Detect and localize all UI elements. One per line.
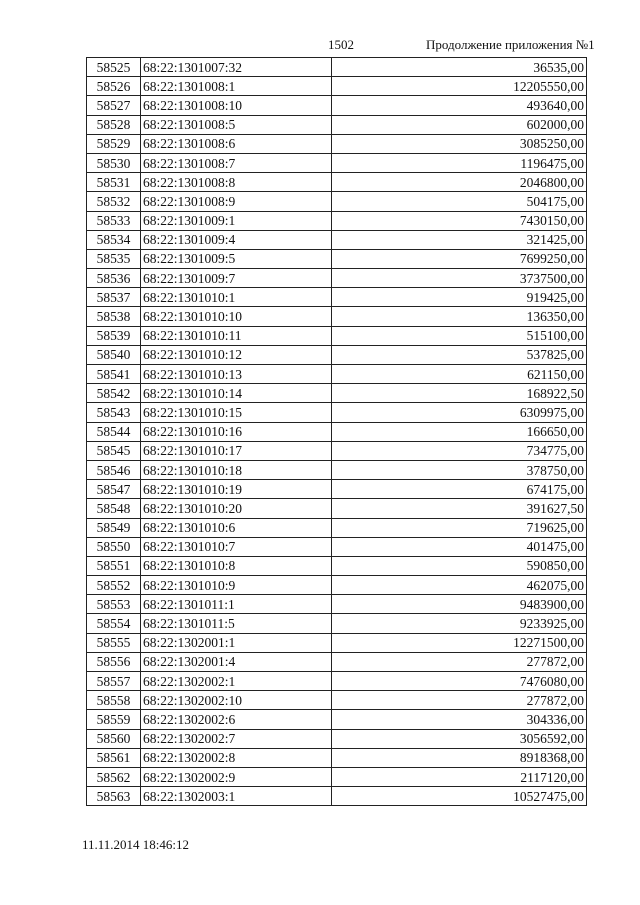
row-number-cell: 58560 — [87, 729, 141, 748]
row-number-cell: 58543 — [87, 403, 141, 422]
cadastral-number-cell: 68:22:1301010:10 — [141, 307, 332, 326]
cadastral-number-cell: 68:22:1301008:9 — [141, 192, 332, 211]
value-cell: 1196475,00 — [332, 153, 587, 172]
value-cell: 462075,00 — [332, 576, 587, 595]
table-row — [87, 326, 587, 345]
table-row — [87, 211, 587, 230]
cadastral-number-cell: 68:22:1301008:8 — [141, 173, 332, 192]
value-cell: 719625,00 — [332, 518, 587, 537]
row-number-cell: 58556 — [87, 652, 141, 671]
value-cell: 277872,00 — [332, 691, 587, 710]
cadastral-number-cell: 68:22:1301010:16 — [141, 422, 332, 441]
row-number-cell: 58530 — [87, 153, 141, 172]
value-cell: 2117120,00 — [332, 767, 587, 786]
table-row — [87, 710, 587, 729]
row-number-cell: 58549 — [87, 518, 141, 537]
cadastral-number-cell: 68:22:1301009:5 — [141, 249, 332, 268]
row-number-cell: 58548 — [87, 499, 141, 518]
value-cell: 621150,00 — [332, 365, 587, 384]
row-number-cell: 58547 — [87, 480, 141, 499]
row-number-cell: 58545 — [87, 441, 141, 460]
value-cell: 12205550,00 — [332, 77, 587, 96]
table-row — [87, 77, 587, 96]
row-number-cell: 58529 — [87, 134, 141, 153]
cadastral-number-cell: 68:22:1302003:1 — [141, 787, 332, 806]
row-number-cell: 58542 — [87, 384, 141, 403]
row-number-cell: 58561 — [87, 748, 141, 767]
value-cell: 166650,00 — [332, 422, 587, 441]
cadastral-number-cell: 68:22:1301007:32 — [141, 58, 332, 77]
cadastral-number-cell: 68:22:1301008:7 — [141, 153, 332, 172]
row-number-cell: 58546 — [87, 460, 141, 479]
value-cell: 304336,00 — [332, 710, 587, 729]
cadastral-number-cell: 68:22:1302002:9 — [141, 767, 332, 786]
cadastral-number-cell: 68:22:1302002:8 — [141, 748, 332, 767]
cadastral-number-cell: 68:22:1301010:18 — [141, 460, 332, 479]
table-row — [87, 518, 587, 537]
table-row — [87, 403, 587, 422]
cadastral-number-cell: 68:22:1301008:6 — [141, 134, 332, 153]
value-cell: 6309975,00 — [332, 403, 587, 422]
value-cell: 3056592,00 — [332, 729, 587, 748]
cadastral-number-cell: 68:22:1302002:1 — [141, 672, 332, 691]
row-number-cell: 58527 — [87, 96, 141, 115]
table-row — [87, 230, 587, 249]
table-row — [87, 173, 587, 192]
row-number-cell: 58558 — [87, 691, 141, 710]
table-row — [87, 134, 587, 153]
value-cell: 919425,00 — [332, 288, 587, 307]
value-cell: 321425,00 — [332, 230, 587, 249]
cadastral-number-cell: 68:22:1302002:10 — [141, 691, 332, 710]
value-cell: 3085250,00 — [332, 134, 587, 153]
table-row — [87, 58, 587, 77]
registry-table-body — [87, 58, 587, 806]
cadastral-number-cell: 68:22:1301008:1 — [141, 77, 332, 96]
row-number-cell: 58533 — [87, 211, 141, 230]
value-cell: 391627,50 — [332, 499, 587, 518]
value-cell: 9483900,00 — [332, 595, 587, 614]
table-row — [87, 115, 587, 134]
cadastral-number-cell: 68:22:1301010:17 — [141, 441, 332, 460]
value-cell: 537825,00 — [332, 345, 587, 364]
cadastral-number-cell: 68:22:1301010:20 — [141, 499, 332, 518]
cadastral-number-cell: 68:22:1302002:6 — [141, 710, 332, 729]
table-row — [87, 384, 587, 403]
row-number-cell: 58562 — [87, 767, 141, 786]
cadastral-number-cell: 68:22:1301010:1 — [141, 288, 332, 307]
row-number-cell: 58552 — [87, 576, 141, 595]
value-cell: 504175,00 — [332, 192, 587, 211]
row-number-cell: 58535 — [87, 249, 141, 268]
table-row — [87, 249, 587, 268]
appendix-continuation-note: Продолжение приложения №1 — [426, 37, 595, 52]
value-cell: 674175,00 — [332, 480, 587, 499]
value-cell: 7430150,00 — [332, 211, 587, 230]
table-row — [87, 96, 587, 115]
cadastral-number-cell: 68:22:1301009:7 — [141, 269, 332, 288]
cadastral-number-cell: 68:22:1301010:14 — [141, 384, 332, 403]
value-cell: 36535,00 — [332, 58, 587, 77]
row-number-cell: 58539 — [87, 326, 141, 345]
row-number-cell: 58532 — [87, 192, 141, 211]
value-cell: 12271500,00 — [332, 633, 587, 652]
value-cell: 3737500,00 — [332, 269, 587, 288]
table-row — [87, 537, 587, 556]
cadastral-number-cell: 68:22:1301011:5 — [141, 614, 332, 633]
row-number-cell: 58544 — [87, 422, 141, 441]
table-row — [87, 460, 587, 479]
table-row — [87, 556, 587, 575]
row-number-cell: 58554 — [87, 614, 141, 633]
value-cell: 378750,00 — [332, 460, 587, 479]
cadastral-number-cell: 68:22:1301010:15 — [141, 403, 332, 422]
row-number-cell: 58536 — [87, 269, 141, 288]
table-row — [87, 288, 587, 307]
cadastral-number-cell: 68:22:1301009:1 — [141, 211, 332, 230]
cadastral-number-cell: 68:22:1302002:7 — [141, 729, 332, 748]
row-number-cell: 58537 — [87, 288, 141, 307]
cadastral-number-cell: 68:22:1301008:10 — [141, 96, 332, 115]
value-cell: 602000,00 — [332, 115, 587, 134]
value-cell: 493640,00 — [332, 96, 587, 115]
table-row — [87, 729, 587, 748]
cadastral-number-cell: 68:22:1302001:4 — [141, 652, 332, 671]
row-number-cell: 58540 — [87, 345, 141, 364]
table-row — [87, 480, 587, 499]
value-cell: 590850,00 — [332, 556, 587, 575]
row-number-cell: 58538 — [87, 307, 141, 326]
value-cell: 734775,00 — [332, 441, 587, 460]
table-row — [87, 691, 587, 710]
row-number-cell: 58563 — [87, 787, 141, 806]
table-row — [87, 614, 587, 633]
table-row — [87, 422, 587, 441]
table-row — [87, 633, 587, 652]
registry-table — [86, 57, 587, 806]
cadastral-number-cell: 68:22:1301010:8 — [141, 556, 332, 575]
table-row — [87, 595, 587, 614]
table-row — [87, 672, 587, 691]
row-number-cell: 58525 — [87, 58, 141, 77]
value-cell: 9233925,00 — [332, 614, 587, 633]
cadastral-number-cell: 68:22:1301008:5 — [141, 115, 332, 134]
value-cell: 7699250,00 — [332, 249, 587, 268]
row-number-cell: 58531 — [87, 173, 141, 192]
table-row — [87, 307, 587, 326]
value-cell: 7476080,00 — [332, 672, 587, 691]
cadastral-number-cell: 68:22:1301010:7 — [141, 537, 332, 556]
value-cell: 2046800,00 — [332, 173, 587, 192]
value-cell: 136350,00 — [332, 307, 587, 326]
table-row — [87, 767, 587, 786]
value-cell: 168922,50 — [332, 384, 587, 403]
print-timestamp: 11.11.2014 18:46:12 — [82, 837, 190, 852]
table-row — [87, 269, 587, 288]
cadastral-number-cell: 68:22:1301010:9 — [141, 576, 332, 595]
value-cell: 401475,00 — [332, 537, 587, 556]
row-number-cell: 58550 — [87, 537, 141, 556]
page-number: 1502 — [328, 37, 354, 52]
value-cell: 8918368,00 — [332, 748, 587, 767]
cadastral-number-cell: 68:22:1301010:12 — [141, 345, 332, 364]
row-number-cell: 58551 — [87, 556, 141, 575]
value-cell: 515100,00 — [332, 326, 587, 345]
cadastral-number-cell: 68:22:1301010:6 — [141, 518, 332, 537]
cadastral-number-cell: 68:22:1301010:19 — [141, 480, 332, 499]
row-number-cell: 58553 — [87, 595, 141, 614]
table-row — [87, 787, 587, 806]
row-number-cell: 58534 — [87, 230, 141, 249]
table-row — [87, 345, 587, 364]
row-number-cell: 58528 — [87, 115, 141, 134]
table-row — [87, 153, 587, 172]
table-row — [87, 576, 587, 595]
value-cell: 10527475,00 — [332, 787, 587, 806]
cadastral-number-cell: 68:22:1301010:13 — [141, 365, 332, 384]
table-row — [87, 365, 587, 384]
cadastral-number-cell: 68:22:1301009:4 — [141, 230, 332, 249]
table-row — [87, 192, 587, 211]
table-row — [87, 748, 587, 767]
cadastral-number-cell: 68:22:1301011:1 — [141, 595, 332, 614]
row-number-cell: 58557 — [87, 672, 141, 691]
row-number-cell: 58555 — [87, 633, 141, 652]
row-number-cell: 58526 — [87, 77, 141, 96]
table-row — [87, 652, 587, 671]
cadastral-number-cell: 68:22:1301010:11 — [141, 326, 332, 345]
value-cell: 277872,00 — [332, 652, 587, 671]
row-number-cell: 58541 — [87, 365, 141, 384]
table-row — [87, 499, 587, 518]
cadastral-number-cell: 68:22:1302001:1 — [141, 633, 332, 652]
table-row — [87, 441, 587, 460]
row-number-cell: 58559 — [87, 710, 141, 729]
